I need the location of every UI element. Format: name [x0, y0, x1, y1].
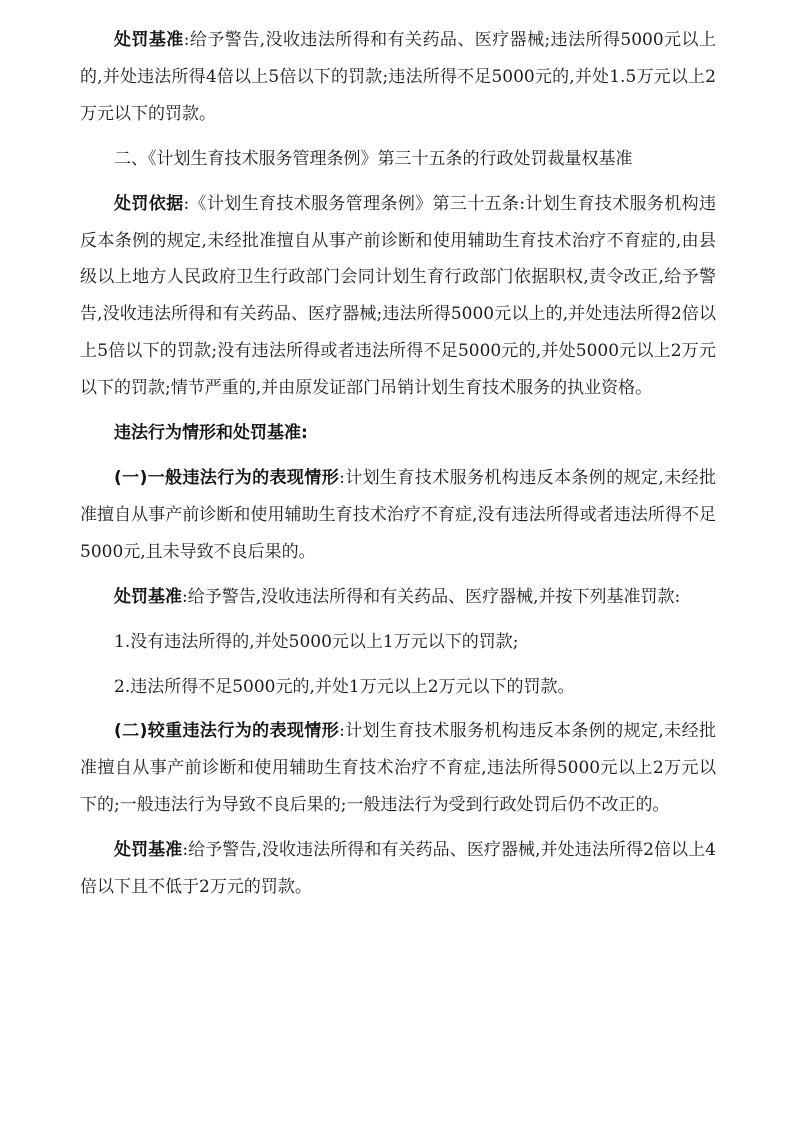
subsection-heading: [80, 415, 716, 452]
document-page: [80, 22, 716, 906]
paragraph-text: 2.违法所得不足5000元的,并处1万元以上2万元以下的罚款。: [114, 676, 575, 697]
paragraph-text: :计划生育技术服务机构违反本条例的规定,未经批准擅自从事产前诊断和使用辅助生育技术治疗不育症,违法所得5000元以上2万元以下的;一般违法行为导致不良后果的;一般违法行为受到行政处罚后仍不改正的。: [80, 721, 716, 816]
penalty-basis-paragraph: [80, 186, 716, 407]
serious-violation-paragraph: [80, 713, 716, 824]
bold-label: (一)一般违法行为的表现情形: [114, 467, 340, 488]
paragraph-text: :《计划生育技术服务管理条例》第三十五条:计划生育技术服务机构违反本条例的规定,未经批准擅自从事产前诊断和使用辅助生育技术治疗不育症的,由县级以上地方人民政府卫生行政部门会同计划生育行政部门依据职权,责令改正,给予警告,没收违法所得和有关药品、医疗器械;违法所得5000元以上的,并处违法所得2倍以上5倍以下的罚款;没有违法所得或者违法所得不足5000元的,并处5000元以上2万元以下的罚款;情节严重的,并由原发证部门吊销计划生育技术服务的执业资格。: [80, 193, 716, 399]
penalty-standard-paragraph: [80, 22, 716, 133]
penalty-standard-paragraph: [80, 579, 716, 616]
bold-label: 处罚基准: [114, 30, 184, 50]
bold-label: 违法行为情形和处罚基准:: [114, 423, 308, 444]
penalty-standard-paragraph: [80, 832, 716, 906]
bold-label: 处罚依据: [114, 193, 184, 214]
paragraph-text: 1.没有违法所得的,并处5000元以上1万元以下的罚款;: [114, 631, 519, 652]
paragraph-text: :给予警告,没收违法所得和有关药品、医疗器械,并处违法所得2倍以上4倍以下且不低于2万元的罚款。: [80, 840, 717, 898]
list-item: [80, 624, 716, 661]
general-violation-paragraph: [80, 460, 716, 571]
bold-label: 处罚基准: [114, 586, 182, 607]
list-item: [80, 669, 716, 706]
bold-label: (二)较重违法行为的表现情形: [114, 721, 340, 742]
paragraph-text: 二、《计划生育技术服务管理条例》第三十五条的行政处罚裁量权基准: [114, 148, 633, 169]
bold-label: 处罚基准: [114, 840, 183, 861]
section-heading: [80, 141, 716, 178]
paragraph-text: :给予警告,没收违法所得和有关药品、医疗器械;违法所得5000元以上的,并处违法所得4倍以上5倍以下的罚款;违法所得不足5000元的,并处1.5万元以上2万元以下的罚款。: [80, 30, 716, 124]
paragraph-text: :计划生育技术服务机构违反本条例的规定,未经批准擅自从事产前诊断和使用辅助生育技术治疗不育症,没有违法所得或者违法所得不足5000元,且未导致不良后果的。: [80, 467, 716, 562]
paragraph-text: :给予警告,没收违法所得和有关药品、医疗器械,并按下列基准罚款:: [182, 586, 681, 607]
